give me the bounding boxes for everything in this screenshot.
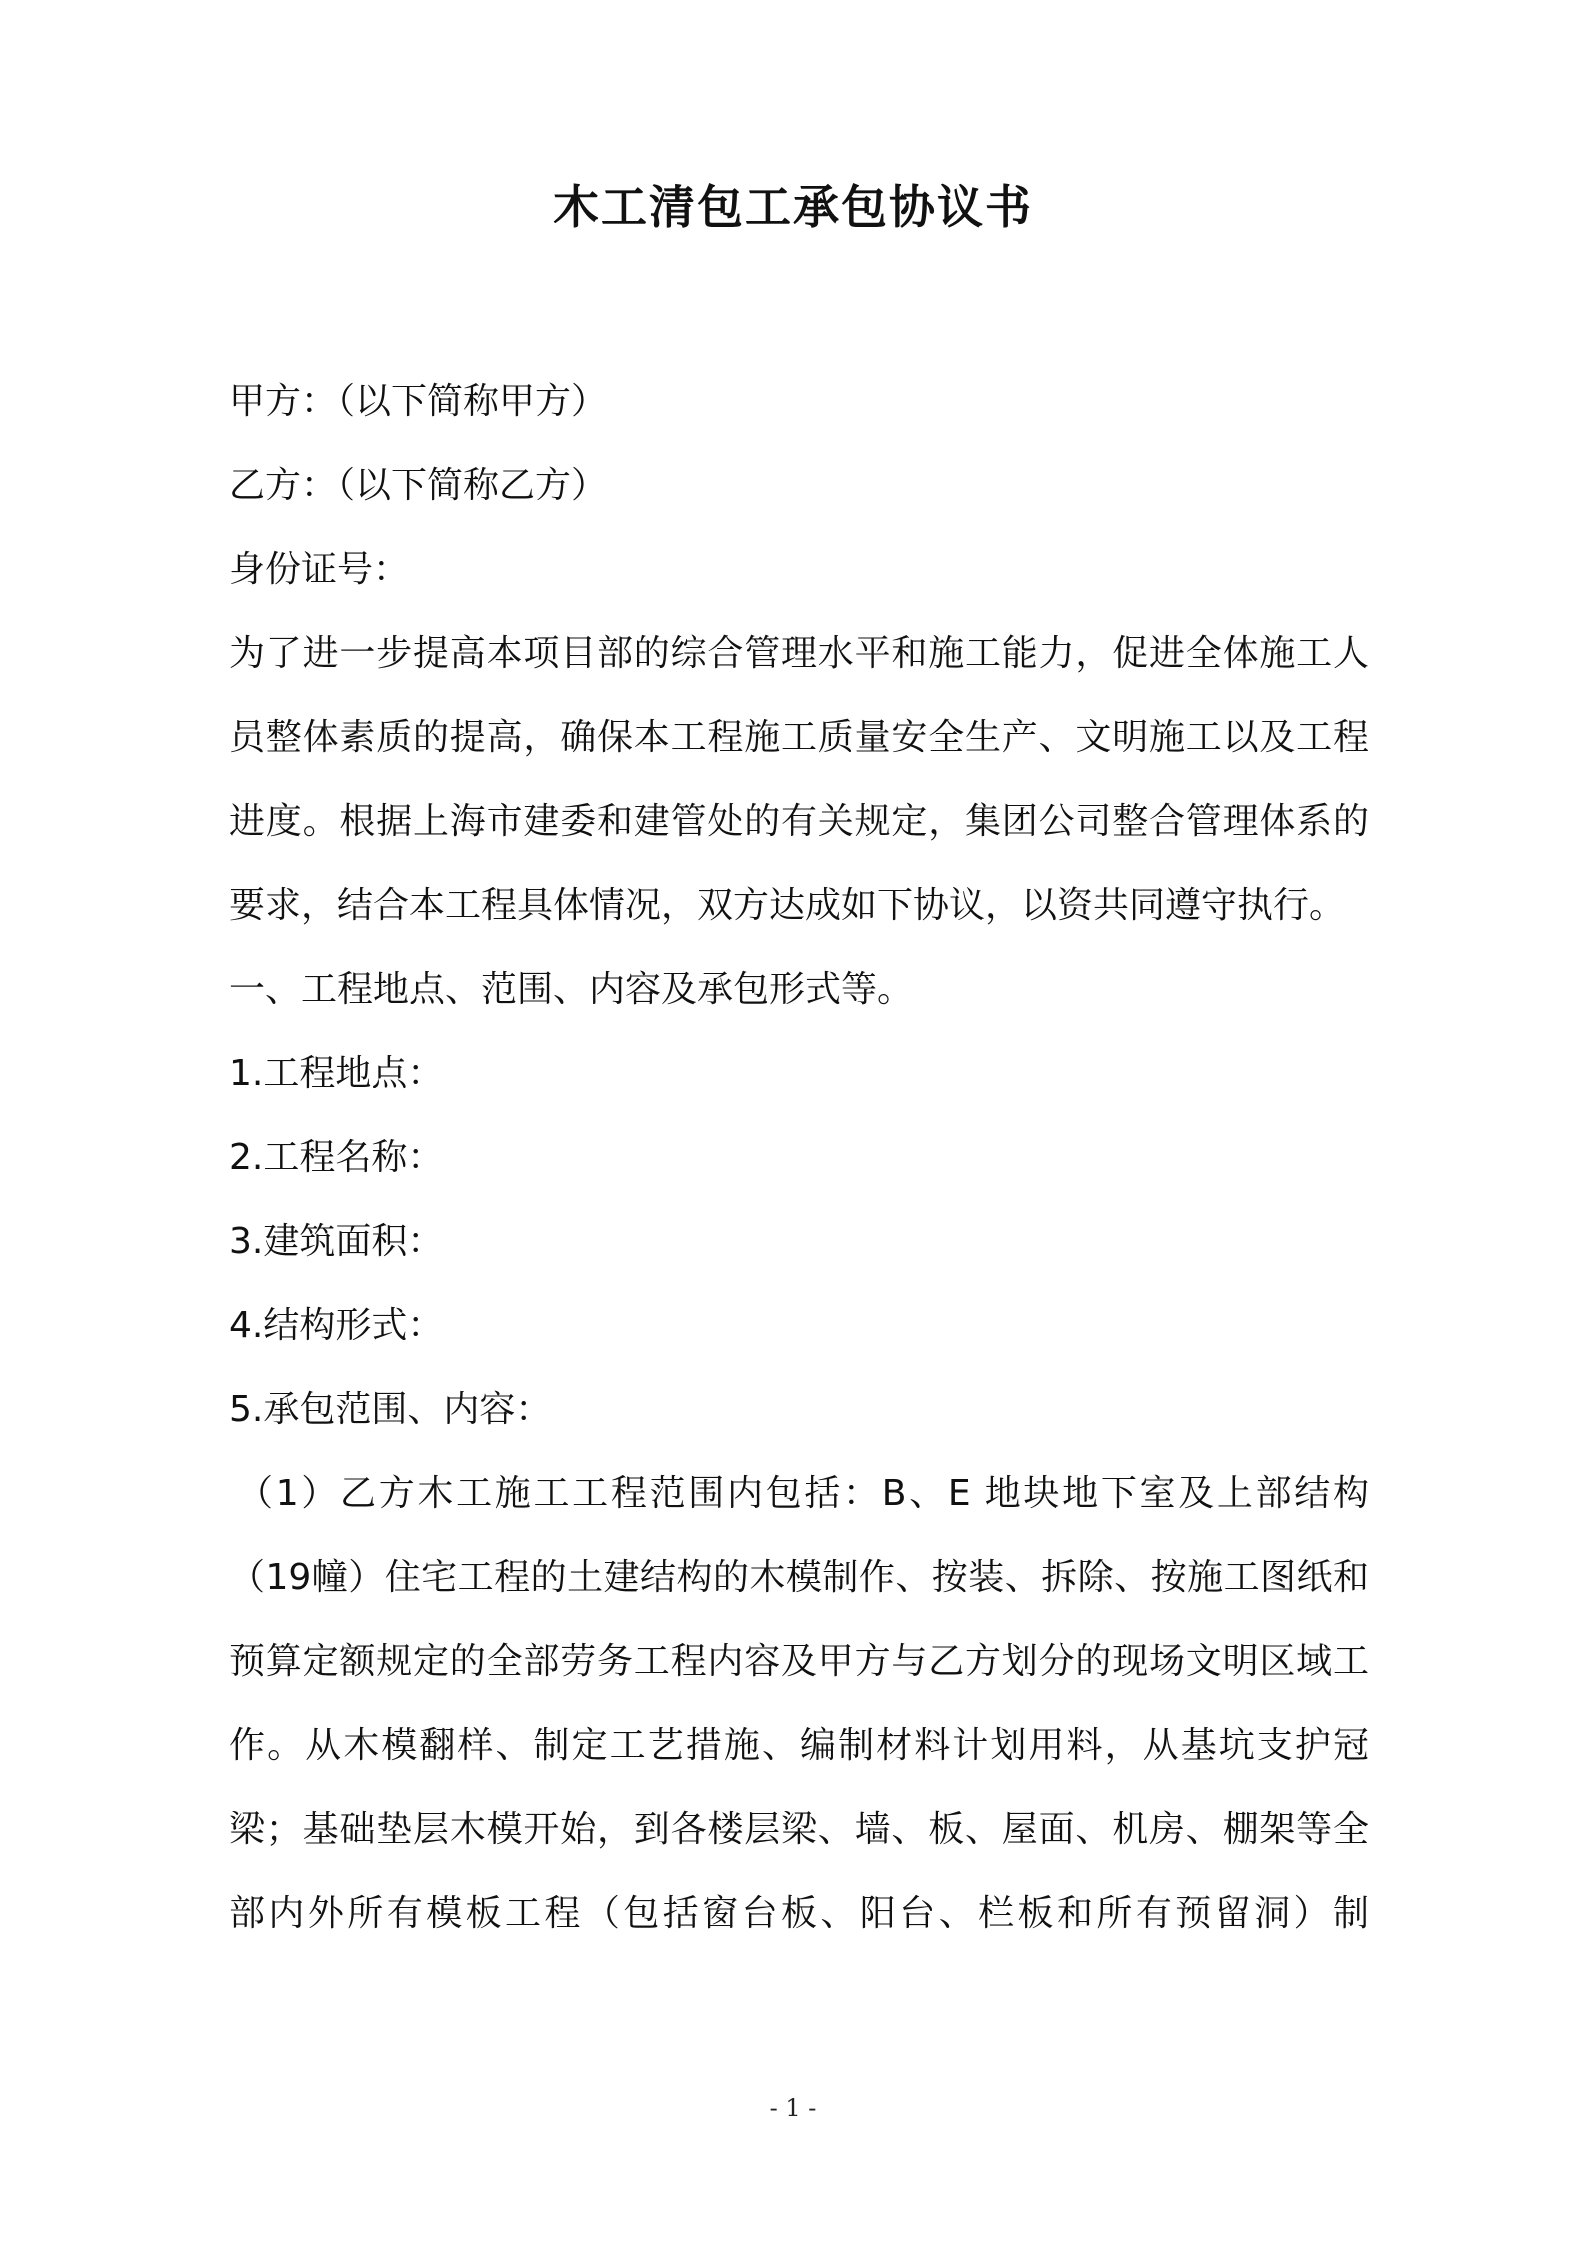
document-title: 木工清包工承包协议书: [553, 180, 1033, 234]
item-scope-content: 5.承包范围、内容：: [229, 1389, 552, 1430]
party-b-line: 乙方：（以下简称乙方）: [229, 465, 608, 506]
document-body: [229, 360, 1369, 1956]
page-number: - 1 -: [769, 2094, 817, 2122]
item-project-location: 1.工程地点：: [229, 1053, 444, 1094]
item-building-area: 3.建筑面积：: [229, 1221, 444, 1262]
id-number-line: 身份证号：: [229, 549, 410, 590]
scope-paragraph: （1）乙方木工施工工程范围内包括：B、E 地块地下室及上部结构（19幢）住宅工程的土建结构的木模制作、按装、拆除、按施工图纸和预算定额规定的全部劳务工程内容及甲方与乙方划分的现场文明区域工作。从木模翻样、制定工艺措施、编制材料计划用料，从基坑支护冠梁；基础垫层木模开始，到各楼层梁、墙、板、屋面、机房、棚架等全部内外所有模板工程（包括窗台板、阳台、栏板和所有预留洞）制: [229, 1473, 1369, 1934]
party-a-line: 甲方：（以下简称甲方）: [229, 381, 608, 422]
item-project-name: 2.工程名称：: [229, 1137, 444, 1178]
section-1-heading: 一、工程地点、范围、内容及承包形式等。: [229, 969, 914, 1010]
item-structure-type: 4.结构形式：: [229, 1305, 444, 1346]
intro-paragraph: 为了进一步提高本项目部的综合管理水平和施工能力，促进全体施工人员整体素质的提高，确保本工程施工质量安全生产、文明施工以及工程进度。根据上海市建委和建管处的有关规定，集团公司整合管理体系的要求，结合本工程具体情况，双方达成如下协议，以资共同遵守执行。: [229, 633, 1369, 926]
